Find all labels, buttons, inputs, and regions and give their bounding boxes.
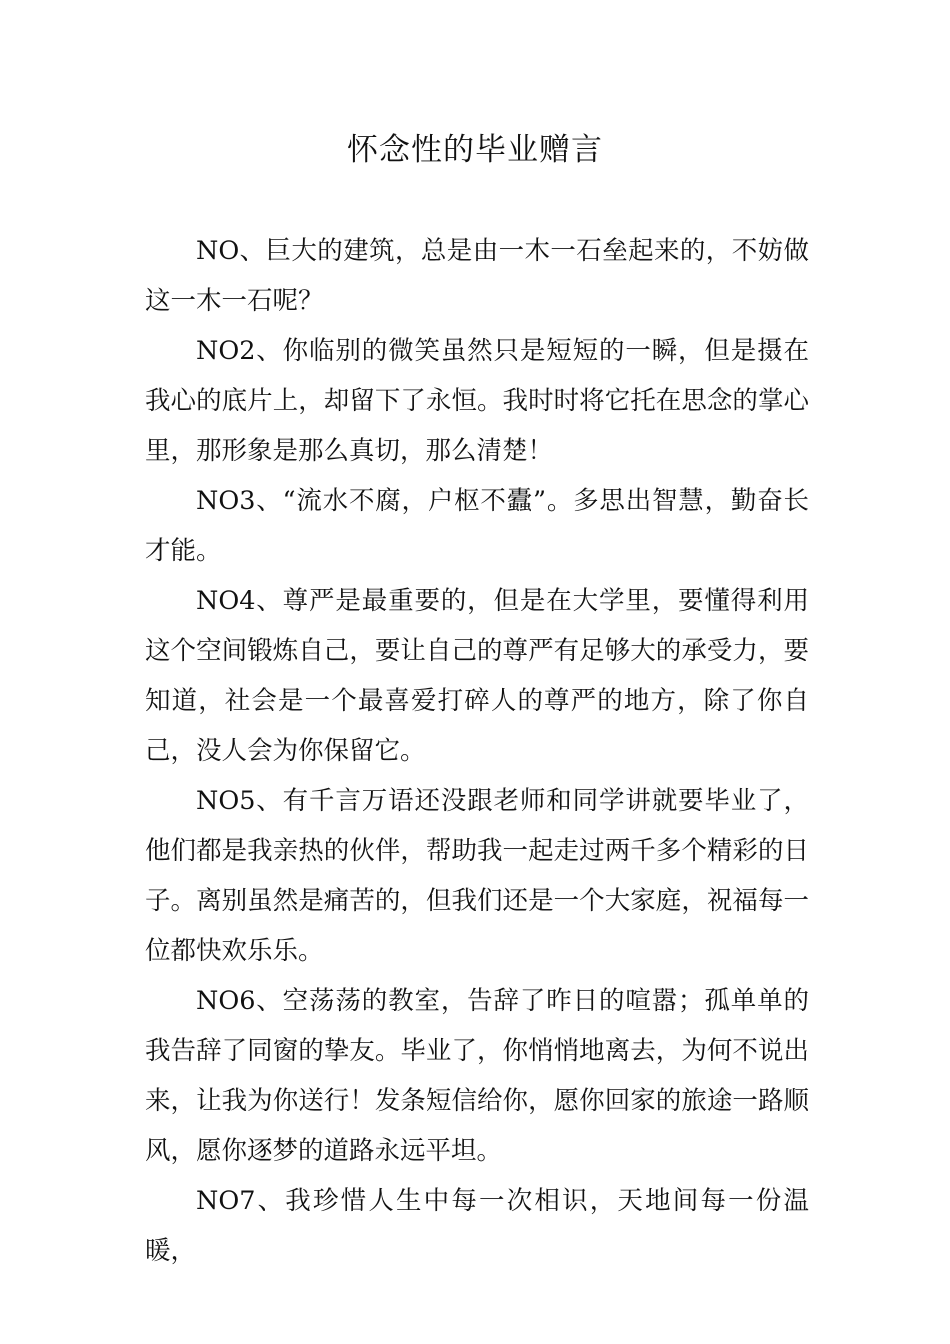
document-title: 怀念性的毕业赠言 <box>347 132 603 168</box>
paragraph-no2: NO2、你临别的微笑虽然只是短短的一瞬，但是摄在我心的底片上，却留下了永恒。我时时将它托在思念的掌心里，那形象是那么真切，那么清楚！ <box>145 336 809 466</box>
paragraph-no7: NO7、我珍惜人生中每一次相识，天地间每一份温暖， <box>145 1186 809 1266</box>
paragraph-no6: NO6、空荡荡的教室，告辞了昨日的喧嚣；孤单单的我告辞了同窗的挚友。毕业了，你悄悄地离去，为何不说出来，让我为你送行！发条短信给你，愿你回家的旅途一路顺风，愿你逐梦的道路永远平坦。 <box>145 986 809 1166</box>
paragraph-no5: NO5、有千言万语还没跟老师和同学讲就要毕业了，他们都是我亲热的伙伴，帮助我一起走过两千多个精彩的日子。离别虽然是痛苦的，但我们还是一个大家庭，祝福每一位都快欢乐乐。 <box>145 786 809 966</box>
paragraph-no1: NO、巨大的建筑，总是由一木一石垒起来的，不妨做这一木一石呢？ <box>145 236 809 316</box>
document-body <box>145 226 809 1276</box>
paragraph-no4: NO4、尊严是最重要的，但是在大学里，要懂得利用这个空间锻炼自己，要让自己的尊严有足够大的承受力，要知道，社会是一个最喜爱打碎人的尊严的地方，除了你自己，没人会为你保留它。 <box>145 586 809 766</box>
paragraph-no3: NO3、“流水不腐，户枢不蠹”。多思出智慧，勤奋长才能。 <box>145 486 809 566</box>
